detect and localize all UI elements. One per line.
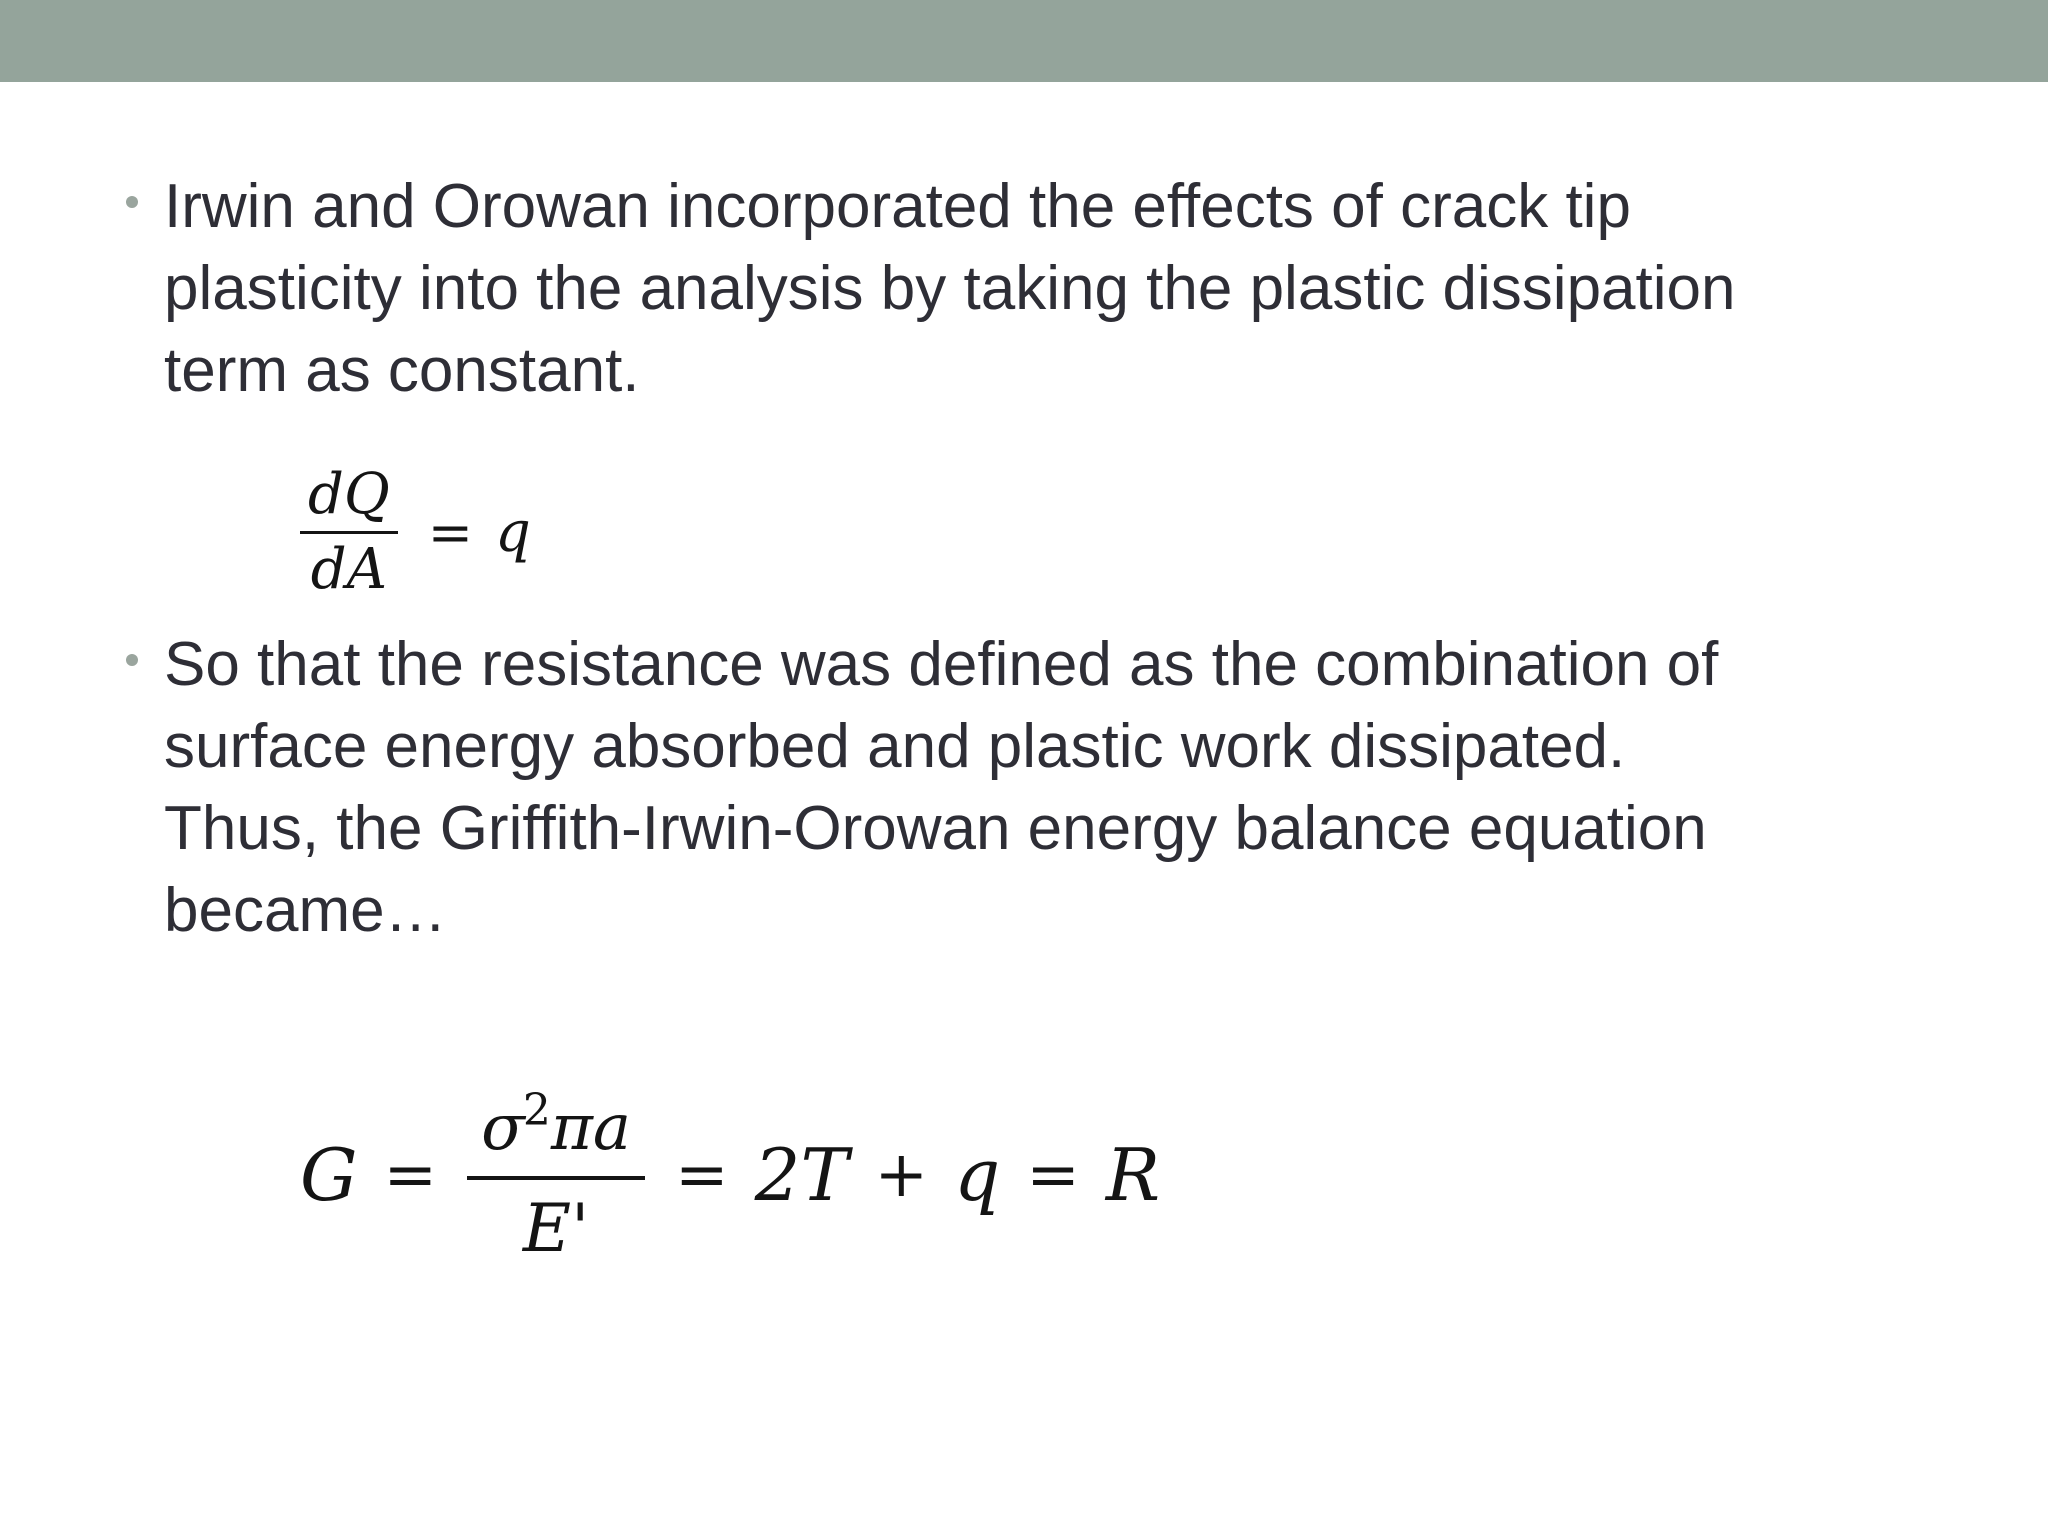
pi-a-term: πa [550, 1090, 632, 1165]
numerator-sigma-pi-a [467, 1084, 645, 1176]
bullet-1-line-2: plasticity into the analysis by taking the plastic dissipation [164, 254, 1736, 323]
equals-sign-1: = [383, 1138, 438, 1212]
equals-sign-2: = [675, 1138, 729, 1212]
bullet-2-line-3: Thus, the Griffith-Irwin-Orowan energy balance equation [164, 794, 1707, 863]
bullet-2-line-4: became… [164, 876, 447, 945]
variable-q: q [495, 499, 531, 565]
equation-dq-da [300, 462, 531, 602]
variable-q: q [954, 1133, 1001, 1217]
sigma-symbol: σ [481, 1090, 525, 1165]
bullet-dot-icon [126, 196, 138, 208]
exponent-2: 2 [522, 1084, 551, 1136]
bullet-2-line-1: So that the resistance was defined as the combination of [164, 630, 1719, 699]
denominator-da: dA [310, 536, 388, 602]
equation-energy-balance [300, 1070, 1160, 1280]
denominator-e-prime: E' [522, 1189, 590, 1267]
numerator-dq: dQ [308, 461, 390, 527]
equals-sign-3: = [1026, 1138, 1080, 1212]
bullet-1-line-3: term as constant. [164, 336, 640, 405]
bullet-2-line-2: surface energy absorbed and plastic work dissipated. [164, 712, 1626, 781]
bullet-item-1 [164, 166, 1924, 412]
fraction-sigma-pi-a-over-e [467, 1084, 645, 1267]
plus-sign: + [874, 1138, 929, 1212]
variable-r: R [1105, 1133, 1161, 1217]
term-2t: 2T [754, 1133, 849, 1217]
bullet-item-2 [164, 624, 1924, 952]
variable-g: G [300, 1133, 358, 1217]
equals-sign: = [427, 500, 474, 564]
bullet-1-line-1: Irwin and Orowan incorporated the effects of crack tip [164, 172, 1631, 241]
fraction-dq-over-da [300, 461, 398, 602]
bullet-dot-icon [126, 654, 138, 666]
